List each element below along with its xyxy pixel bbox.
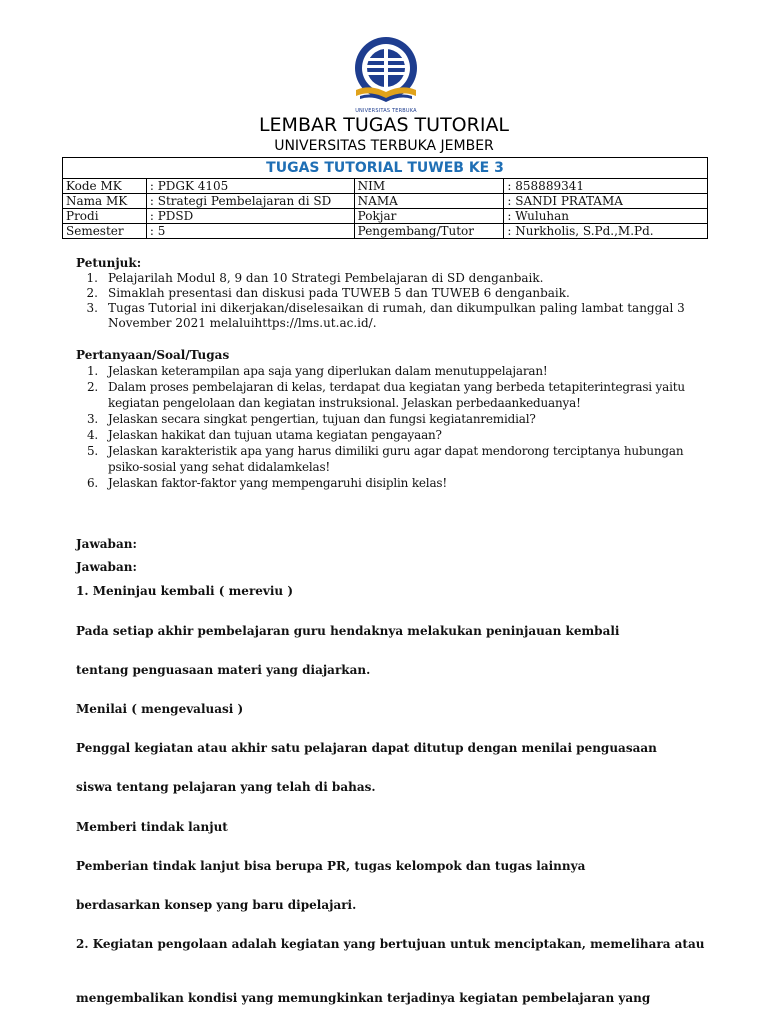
petunjuk-heading: Petunjuk:: [76, 256, 142, 270]
answer-line: Memberi tindak lanjut: [76, 820, 228, 834]
list-text: Jelaskan faktor-faktor yang mempengaruhi disiplin kelas!: [108, 476, 447, 490]
list-number: 4.: [86, 428, 98, 442]
table-row: [63, 224, 708, 239]
answer-line: 1. Meninjau kembali ( mereviu ): [76, 584, 294, 598]
list-number: 1.: [86, 271, 98, 285]
table-cell: : 5: [146, 224, 354, 239]
list-number: 2.: [86, 286, 98, 300]
answer-line: Pada setiap akhir pembelajaran guru hendaknya melakukan peninjauan kembali: [76, 624, 620, 638]
table-cell: : Strategi Pembelajaran di SD: [146, 194, 354, 209]
list-number: 6.: [86, 476, 98, 490]
list-item: [76, 286, 696, 301]
list-text: Jelaskan hakikat dan tujuan utama kegiatan pengayaan?: [108, 428, 442, 442]
pertanyaan-list: [76, 363, 696, 491]
list-number: 5.: [86, 444, 98, 458]
list-text: Dalam proses pembelajaran di kelas, terdapat dua kegiatan yang berbeda tetapiterintegrasi yaitu kegiatan pengelolaan dan kegiatan instruksional. Jelaskan perbedaankeduanya!: [108, 380, 685, 410]
table-cell: : Nurkholis, S.Pd.,M.Pd.: [504, 224, 708, 239]
table-cell: : SANDI PRATAMA: [504, 194, 708, 209]
answer-line: siswa tentang pelajaran yang telah di bahas.: [76, 780, 376, 794]
page-subtitle: UNIVERSITAS TERBUKA JEMBER: [274, 138, 494, 154]
answer-line: 2. Kegiatan pengolaan adalah kegiatan yang bertujuan untuk menciptakan, memelihara atau: [76, 937, 705, 951]
pertanyaan-heading: Pertanyaan/Soal/Tugas: [76, 348, 230, 362]
info-table: [62, 157, 708, 239]
list-item: [76, 379, 696, 411]
logo-caption: UNIVERSITAS TERBUKA: [355, 108, 417, 114]
table-banner: TUGAS TUTORIAL TUWEB KE 3: [63, 158, 708, 179]
list-text: Jelaskan secara singkat pengertian, tujuan dan fungsi kegiatanremidial?: [108, 412, 536, 426]
table-cell: NIM: [354, 179, 504, 194]
list-item: [76, 271, 696, 286]
table-cell: Pokjar: [354, 209, 504, 224]
list-item: [76, 475, 696, 491]
table-row: [63, 194, 708, 209]
answer-line: berdasarkan konsep yang baru dipelajari.: [76, 898, 357, 912]
list-item: [76, 411, 696, 427]
table-cell: Prodi: [63, 209, 147, 224]
list-text: Jelaskan karakteristik apa yang harus dimiliki guru agar dapat mendorong terciptanya hubungan psiko-sosial yang sehat didalamkelas!: [108, 444, 684, 474]
universitas-terbuka-logo: [348, 36, 424, 112]
list-item: [76, 363, 696, 379]
jawaban-heading: Jawaban:: [76, 560, 137, 574]
list-number: 2.: [86, 380, 98, 394]
table-cell: Pengembang/Tutor: [354, 224, 504, 239]
table-cell: Kode MK: [63, 179, 147, 194]
table-cell: : PDSD: [146, 209, 354, 224]
list-number: 3.: [86, 412, 98, 426]
answer-line: Menilai ( mengevaluasi ): [76, 702, 244, 716]
answer-line: mengembalikan kondisi yang memungkinkan terjadinya kegiatan pembelajaran yang: [76, 991, 651, 1005]
table-cell: Nama MK: [63, 194, 147, 209]
table-cell: NAMA: [354, 194, 504, 209]
table-banner-row: [63, 158, 708, 179]
list-item: [76, 301, 696, 331]
table-row: [63, 179, 708, 194]
list-number: 3.: [86, 301, 98, 315]
answer-line: Penggal kegiatan atau akhir satu pelajaran dapat ditutup dengan menilai penguasaan: [76, 741, 657, 755]
list-text: Simaklah presentasi dan diskusi pada TUWEB 5 dan TUWEB 6 denganbaik.: [108, 286, 570, 300]
answer-line: tentang penguasaan materi yang diajarkan.: [76, 663, 371, 677]
answer-line: Pemberian tindak lanjut bisa berupa PR, tugas kelompok dan tugas lainnya: [76, 859, 586, 873]
table-row: [63, 209, 708, 224]
petunjuk-list: [76, 271, 696, 331]
table-cell: : 858889341: [504, 179, 708, 194]
page-title: LEMBAR TUGAS TUTORIAL: [258, 114, 510, 136]
list-text: Tugas Tutorial ini dikerjakan/diselesaikan di rumah, dan dikumpulkan paling lambat tanggal 3 November 2021 melaluihttps://lms.ut.ac.id/.: [108, 301, 685, 330]
table-cell: : Wuluhan: [504, 209, 708, 224]
list-item: [76, 443, 696, 475]
table-cell: : PDGK 4105: [146, 179, 354, 194]
list-text: Jelaskan keterampilan apa saja yang diperlukan dalam menutuppelajaran!: [108, 364, 548, 378]
list-text: Pelajarilah Modul 8, 9 dan 10 Strategi Pembelajaran di SD denganbaik.: [108, 271, 544, 285]
jawaban-heading: Jawaban:: [76, 537, 137, 551]
list-item: [76, 427, 696, 443]
table-cell: Semester: [63, 224, 147, 239]
list-number: 1.: [86, 364, 98, 378]
